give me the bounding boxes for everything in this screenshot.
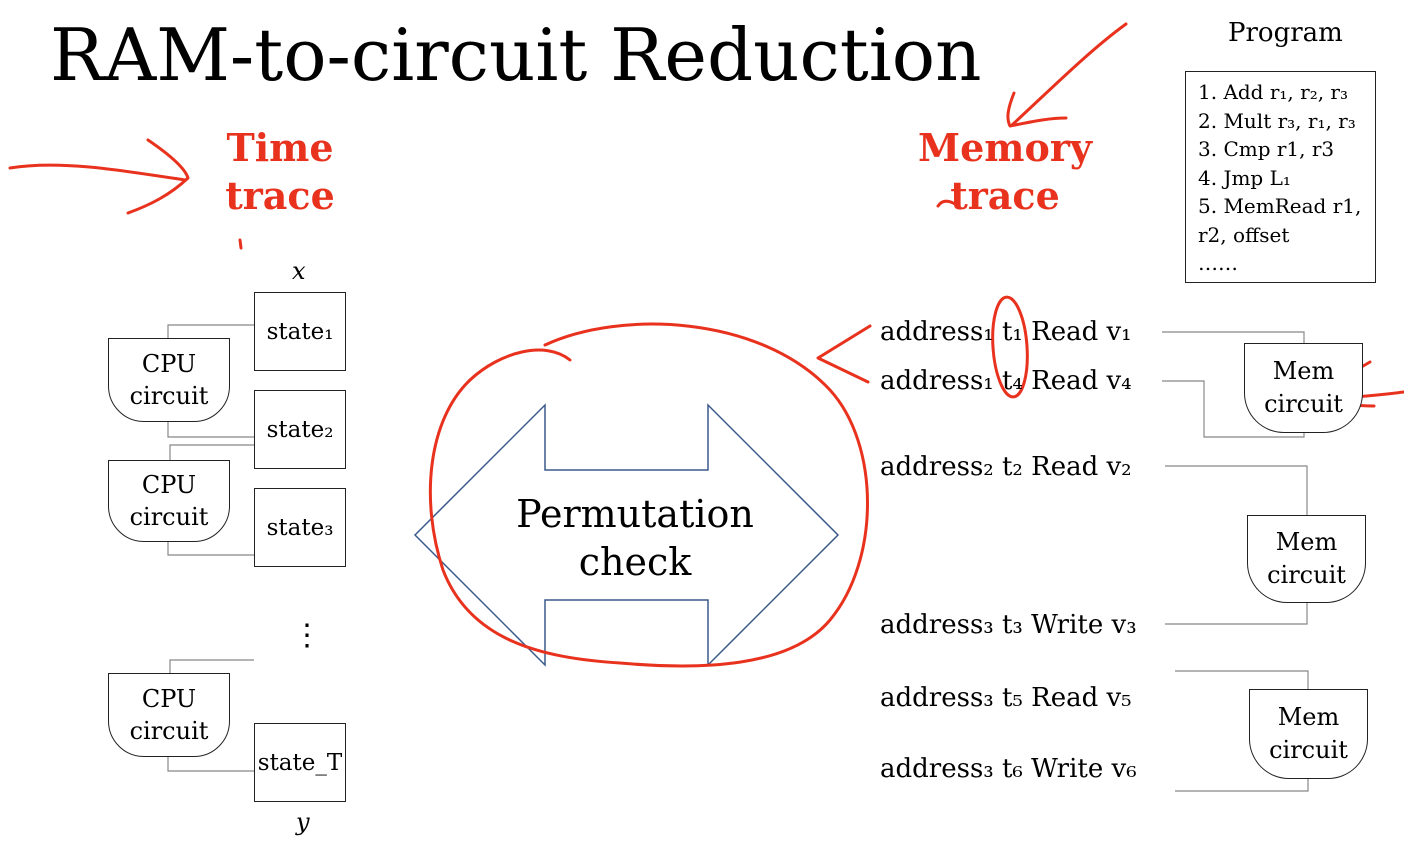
memory-row-2: address₁ t₄ Read v₄: [880, 366, 1132, 396]
cpu-label-line1: CPU: [141, 685, 197, 713]
mem-circuit-3: [1249, 689, 1368, 779]
program-line: 2. Mult r₃, r₁, r₃: [1198, 108, 1356, 133]
program-line: 4. Jmp L₁: [1198, 165, 1291, 190]
memory-row-1: address₁ t₁ Read v₁: [880, 317, 1132, 347]
time-trace-line2: trace: [225, 173, 335, 218]
time-tick: [240, 240, 241, 248]
mem-circuit-2: [1247, 515, 1366, 603]
memory-row-5: address₃ t₅ Read v₅: [880, 683, 1132, 713]
program-line: 5. MemRead r1, r2, offset: [1198, 194, 1362, 247]
time-arrow-shaft: [10, 165, 185, 180]
permutation-check-label: [480, 490, 790, 586]
state-label: state₁: [266, 318, 334, 345]
row-bracket: [818, 326, 870, 382]
cpu-label-line1: CPU: [141, 350, 197, 378]
program-title: Program: [1228, 18, 1343, 48]
slide-title: RAM-to-circuit Reduction: [50, 13, 982, 97]
permutation-line1: Permutation: [516, 492, 754, 536]
memory-row-6: address₃ t₆ Write v₆: [880, 754, 1137, 784]
mem-label-line2: circuit: [1269, 736, 1348, 764]
program-line: 1. Add r₁, r₂, r₃: [1198, 80, 1349, 104]
mem-label-line2: circuit: [1267, 561, 1346, 589]
memory-tilde: [938, 201, 955, 206]
program-line: ……: [1198, 251, 1238, 275]
state-box-1: [254, 292, 346, 371]
memory-arrow-shaft: [1012, 24, 1126, 125]
state-box-t: [254, 723, 346, 802]
state-box-2: [254, 390, 346, 469]
program-line: 3. Cmp r1, r3: [1198, 137, 1335, 161]
mem-label-line2: circuit: [1264, 390, 1343, 418]
mem-label-line1: Mem: [1275, 528, 1338, 556]
cpu-circuit-1: [108, 338, 230, 422]
memory-row-4: address₃ t₃ Write v₃: [880, 610, 1137, 640]
cpu-circuit-3: [108, 673, 230, 757]
state-label: state₃: [266, 514, 334, 541]
time-trace-line1: Time: [226, 125, 334, 170]
cpu-label-line2: circuit: [129, 503, 209, 531]
mem-circuit-1: [1244, 343, 1363, 433]
cpu-label-line1: CPU: [141, 471, 197, 499]
output-variable: y: [296, 808, 310, 836]
mem-label-line1: Mem: [1277, 703, 1340, 731]
mem-label-line1: Mem: [1272, 357, 1335, 385]
cpu-label-line2: circuit: [129, 382, 209, 410]
state-label: state_T: [257, 749, 343, 776]
vertical-ellipsis: ⋮: [292, 618, 322, 653]
state-label: state₂: [266, 416, 334, 443]
memory-trace-line1: Memory: [918, 125, 1092, 170]
cpu-label-line2: circuit: [129, 717, 209, 745]
memory-row-3: address₂ t₂ Read v₂: [880, 452, 1132, 482]
permutation-line2: check: [578, 540, 692, 584]
cpu-circuit-2: [108, 460, 230, 542]
state-box-3: [254, 488, 346, 567]
input-variable: x: [292, 257, 306, 285]
memory-trace-line2: trace: [950, 173, 1060, 218]
